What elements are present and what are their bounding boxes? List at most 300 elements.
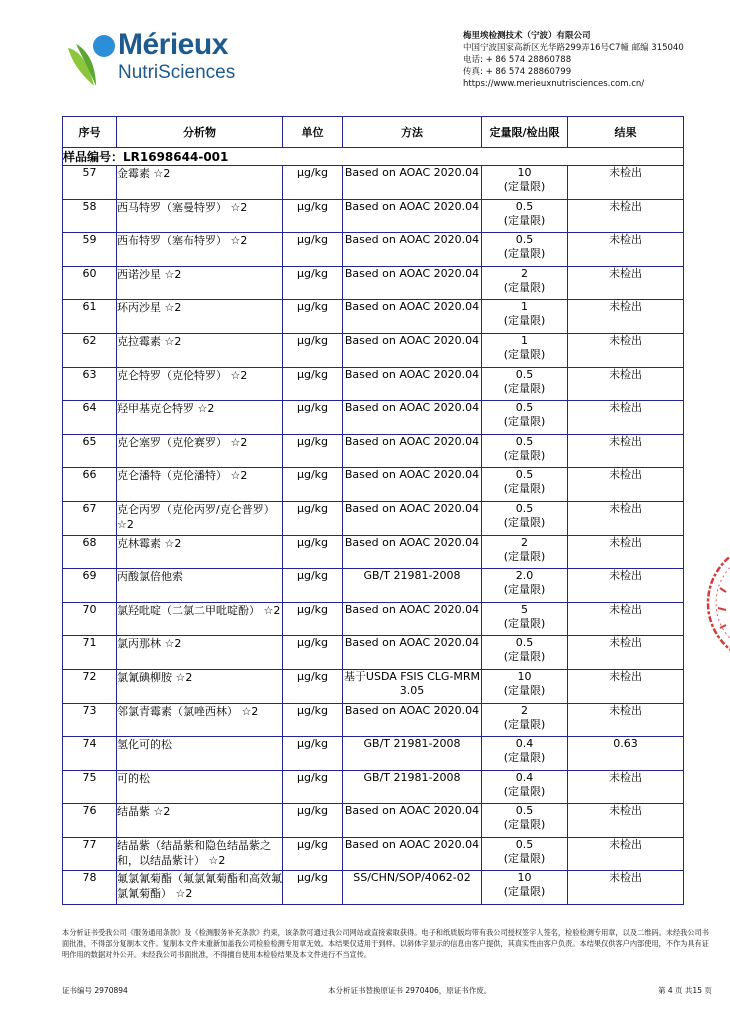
table-row [63,501,684,535]
row-method [343,401,482,435]
row-unit [283,434,343,468]
row-number-no: 75 [82,770,97,784]
row-limit-limit-type: (定量限) [503,549,546,563]
col-header-result: 结果 [568,117,684,148]
row-method-method: GB/T 21981-2008 [363,569,461,583]
row-method [343,837,482,871]
row-unit [283,837,343,871]
row-method [343,266,482,300]
row-unit [283,703,343,737]
row-unit [283,602,343,636]
row-analyte-analyte: 氯丙那林 ☆2 [117,637,182,651]
row-unit [283,300,343,334]
row-analyte-analyte: 克仑塞罗（克伦赛罗） ☆2 [117,435,248,449]
row-limit-limit-type: (定量限) [503,885,546,899]
row-number [63,233,117,267]
row-result-result: 未检出 [609,233,642,247]
table-row [63,166,684,200]
row-number [63,199,117,233]
row-analyte [117,501,283,535]
row-limit-limit: 0.5 [515,434,534,448]
row-analyte-analyte: 克仑特罗（克伦特罗） ☆2 [117,368,248,382]
row-result-result: 未检出 [609,602,642,616]
row-unit-unit: μg/kg [296,300,329,314]
row-analyte-analyte: 结晶紫（结晶紫和隐色结晶紫之和，以结晶紫计） ☆2 [117,838,271,867]
row-result-result: 未检出 [609,569,642,583]
sample-id: 样品编号：LR1698644-001 [63,148,684,166]
company-info [463,30,684,90]
row-result-result: 未检出 [609,669,642,683]
row-unit [283,569,343,603]
row-limit-limit: 0.5 [515,636,534,650]
table-row [63,300,684,334]
row-unit [283,333,343,367]
row-result [568,233,684,267]
row-limit [482,669,568,703]
row-limit-limit: 0.5 [515,367,534,381]
row-number-no: 69 [82,569,97,583]
official-seal-stamp [706,528,730,678]
row-limit [482,300,568,334]
row-analyte-analyte: 克林霉素 ☆2 [117,536,182,550]
row-limit-limit-type: (定量限) [503,347,546,361]
row-unit-unit: μg/kg [296,501,329,515]
row-method-method: Based on AOAC 2020.04 [344,837,480,851]
table-row [63,199,684,233]
row-number [63,333,117,367]
row-result [568,569,684,603]
row-number-no: 60 [82,266,97,280]
row-result [568,199,684,233]
row-result [568,300,684,334]
row-number [63,166,117,200]
row-analyte [117,837,283,871]
row-analyte-analyte: 丙酸氯倍他索 [117,570,183,584]
col-header-unit: 单位 [283,117,343,148]
row-number-no: 72 [82,669,97,683]
row-unit [283,233,343,267]
row-method [343,233,482,267]
row-number-no: 74 [82,737,97,751]
row-number [63,669,117,703]
row-unit [283,770,343,804]
row-limit-limit-type: (定量限) [503,818,546,832]
row-limit-limit-type: (定量限) [503,247,546,261]
row-limit-limit: 0.4 [515,770,534,784]
row-number [63,535,117,569]
results-table [62,116,684,905]
row-result-result: 未检出 [609,871,642,885]
row-limit-limit-type: (定量限) [503,650,546,664]
row-result-result: 未检出 [609,434,642,448]
row-unit [283,199,343,233]
row-method [343,569,482,603]
row-method-method: Based on AOAC 2020.04 [344,367,480,381]
row-method [343,300,482,334]
row-analyte-analyte: 西马特罗（塞曼特罗） ☆2 [117,200,248,214]
row-unit-unit: μg/kg [296,166,329,179]
row-number-no: 63 [82,367,97,381]
row-method-method: Based on AOAC 2020.04 [344,468,480,482]
row-analyte-analyte: 克拉霉素 ☆2 [117,334,182,348]
row-method-method: Based on AOAC 2020.04 [344,199,480,213]
row-limit-limit: 0.5 [515,837,534,851]
row-method-method: GB/T 21981-2008 [363,737,461,751]
row-method [343,535,482,569]
row-method-method: GB/T 21981-2008 [363,770,461,784]
row-number-no: 70 [82,602,97,616]
row-analyte [117,266,283,300]
row-method [343,367,482,401]
row-result [568,837,684,871]
row-number [63,501,117,535]
row-unit-unit: μg/kg [296,569,329,583]
row-number [63,266,117,300]
row-result-result: 未检出 [609,837,642,851]
logo-mark-icon [66,28,126,90]
row-unit-unit: μg/kg [296,199,329,213]
table-row [63,535,684,569]
row-limit-limit: 0.5 [515,233,534,247]
row-number [63,770,117,804]
row-limit [482,636,568,670]
row-method-method: Based on AOAC 2020.04 [344,501,480,515]
row-method-method: Based on AOAC 2020.04 [344,166,480,179]
row-number [63,569,117,603]
row-result-result: 未检出 [609,501,642,515]
row-limit [482,703,568,737]
company-address: 中国宁波国家高新区光华路299弄16号C7幢 邮编 315040 [463,43,684,53]
row-analyte [117,636,283,670]
row-result [568,535,684,569]
row-method-method: Based on AOAC 2020.04 [344,636,480,650]
row-method-method: Based on AOAC 2020.04 [344,233,480,247]
row-unit [283,401,343,435]
row-number-no: 71 [82,636,97,650]
row-analyte-analyte: 氯羟吡啶（二氯二甲吡啶酚） ☆2 [117,603,281,617]
row-unit [283,535,343,569]
row-limit [482,535,568,569]
row-analyte [117,804,283,838]
page-number: 第 4 页 共15 页 [658,986,712,995]
row-result-result: 未检出 [609,535,642,549]
row-unit [283,804,343,838]
row-number-no: 57 [82,166,97,179]
row-analyte-analyte: 氯氰碘柳胺 ☆2 [117,670,193,684]
col-header-analyte: 分析物 [117,117,283,148]
row-number [63,468,117,502]
row-unit [283,669,343,703]
row-method-method: Based on AOAC 2020.04 [344,434,480,448]
row-unit-unit: μg/kg [296,401,329,415]
row-result [568,333,684,367]
row-result [568,871,684,905]
row-number-no: 62 [82,333,97,347]
row-number-no: 59 [82,233,97,247]
row-limit [482,199,568,233]
row-unit-unit: μg/kg [296,333,329,347]
row-limit-limit: 0.5 [515,199,534,213]
row-method-method: Based on AOAC 2020.04 [344,804,480,818]
row-limit-limit: 10 [517,871,532,885]
row-limit [482,333,568,367]
row-number [63,636,117,670]
row-limit-limit-type: (定量限) [503,213,546,227]
row-number [63,837,117,871]
row-result [568,804,684,838]
table-row [63,669,684,703]
row-method-method: Based on AOAC 2020.04 [344,535,480,549]
row-analyte-analyte: 克仑潘特（克伦潘特） ☆2 [117,469,248,483]
row-analyte [117,602,283,636]
table-row [63,434,684,468]
row-number-no: 73 [82,703,97,717]
row-number-no: 76 [82,804,97,818]
certificate-number: 证书编号 2970894 [62,986,128,995]
row-limit-limit-type: (定量限) [503,784,546,798]
row-unit-unit: μg/kg [296,602,329,616]
row-limit-limit-type: (定量限) [503,280,546,294]
row-method [343,871,482,905]
row-limit-limit: 2 [521,266,528,280]
row-result [568,434,684,468]
table-header-row [63,117,684,148]
row-limit [482,266,568,300]
row-result-result: 未检出 [609,266,642,280]
table-row [63,703,684,737]
row-limit-limit: 10 [517,166,532,179]
row-number [63,367,117,401]
row-number [63,401,117,435]
row-method [343,501,482,535]
row-limit-limit-type: (定量限) [503,616,546,630]
row-analyte [117,367,283,401]
table-row [63,636,684,670]
row-method-method: SS/CHN/SOP/4062-02 [353,871,471,885]
row-result-result: 未检出 [609,367,642,381]
row-number [63,871,117,905]
row-method-method: Based on AOAC 2020.04 [344,401,480,415]
logo-text-nutrisciences: NutriSciences [118,62,236,83]
row-number [63,737,117,771]
logo-text-merieux: Mérieux [118,28,228,61]
row-limit [482,434,568,468]
row-result [568,501,684,535]
row-limit [482,401,568,435]
col-header-limit: 定量限/检出限 [482,117,568,148]
row-limit [482,468,568,502]
row-unit [283,468,343,502]
row-unit-unit: μg/kg [296,233,329,247]
row-limit [482,770,568,804]
row-unit-unit: μg/kg [296,770,329,784]
row-limit [482,233,568,267]
row-result [568,636,684,670]
row-unit-unit: μg/kg [296,837,329,851]
row-method [343,804,482,838]
row-limit-limit-type: (定量限) [503,683,546,697]
row-analyte [117,401,283,435]
row-result [568,703,684,737]
row-unit [283,266,343,300]
row-method-method: Based on AOAC 2020.04 [344,300,480,314]
row-analyte [117,737,283,771]
row-limit-limit-type: (定量限) [503,415,546,429]
row-unit-unit: μg/kg [296,703,329,717]
row-method-method: Based on AOAC 2020.04 [344,602,480,616]
row-analyte-analyte: 羟甲基克仑特罗 ☆2 [117,402,215,416]
row-result [568,367,684,401]
row-method-method: 基于USDA FSIS CLG-MRM 3.05 [343,669,481,697]
row-method [343,770,482,804]
table-row [63,266,684,300]
row-unit [283,871,343,905]
company-name: 梅里埃检测技术（宁波）有限公司 [463,31,591,41]
row-number [63,703,117,737]
row-method [343,166,482,200]
footer-disclaimer: 本分析证书受我公司《服务通用条款》及《检测服务补充条款》约束，该条款可通过我公司网站或直接索取获得。电子和纸质版均带有我公司授权签字人签名，检验检测专用章，以及二维码。未经我公司书面批准，不得部分复制本文件。复制本文件未重新加盖我公司检验检测专用章无效。本结果仅适用于到样。以斜体字显示的信息由客户提供，其真实性由客户负责。本结果仅供客户内部使用，不作为具有证明作用的数据对外公开。未经我公司书面批准，不得擅自使用本检验结果及本文件进行不当宣传。 [62,928,709,959]
company-phone: 电话: + 86 574 28860788 [463,55,572,65]
row-analyte [117,669,283,703]
row-result-result: 未检出 [609,468,642,482]
table-row [63,569,684,603]
row-method [343,636,482,670]
row-analyte [117,703,283,737]
row-unit-unit: μg/kg [296,669,329,683]
row-analyte-analyte: 氢化可的松 [117,738,172,752]
row-unit-unit: μg/kg [296,266,329,280]
row-result [568,166,684,200]
company-website: https://www.merieuxnutrisciences.com.cn/ [463,79,645,89]
row-number [63,602,117,636]
row-limit-limit-type: (定量限) [503,448,546,462]
row-limit-limit: 1 [521,300,528,314]
row-unit-unit: μg/kg [296,434,329,448]
table-row [63,233,684,267]
row-limit-limit: 2.0 [515,569,534,583]
row-analyte-analyte: 氟氯氰菊酯（氟氯氰菊酯和高效氟氯氰菊酯） ☆2 [117,872,282,901]
row-limit-limit: 0.5 [515,804,534,818]
row-method-method: Based on AOAC 2020.04 [344,703,480,717]
row-number-no: 66 [82,468,97,482]
row-number [63,300,117,334]
table-row [63,737,684,771]
row-limit [482,501,568,535]
row-analyte-analyte: 结晶紫 ☆2 [117,805,171,819]
replacement-note: 本分析证书替换原证书 2970406，原证书作废。 [328,986,492,995]
row-limit-limit: 2 [521,535,528,549]
row-limit-limit: 0.5 [515,501,534,515]
row-result [568,401,684,435]
row-unit [283,737,343,771]
row-analyte-analyte: 克仑丙罗（克伦丙罗/克仑普罗） ☆2 [117,502,275,531]
row-unit-unit: μg/kg [296,535,329,549]
row-result [568,602,684,636]
row-limit [482,569,568,603]
row-limit-limit: 2 [521,703,528,717]
row-method [343,434,482,468]
row-number [63,434,117,468]
row-number [63,804,117,838]
row-unit [283,636,343,670]
row-method [343,602,482,636]
row-result-result: 未检出 [609,199,642,213]
row-unit-unit: μg/kg [296,804,329,818]
row-result-result: 未检出 [609,333,642,347]
row-limit [482,166,568,200]
row-analyte-analyte: 西诺沙星 ☆2 [117,267,182,281]
row-method [343,333,482,367]
row-limit-limit-type: (定量限) [503,482,546,496]
row-number-no: 77 [82,837,97,851]
row-limit [482,837,568,871]
row-analyte [117,233,283,267]
col-header-no: 序号 [63,117,117,148]
row-analyte-analyte: 西布特罗（塞布特罗） ☆2 [117,234,248,248]
row-limit-limit-type: (定量限) [503,381,546,395]
row-result-result: 未检出 [609,770,642,784]
row-method-method: Based on AOAC 2020.04 [344,266,480,280]
row-limit-limit-type: (定量限) [503,851,546,865]
row-limit-limit: 0.5 [515,468,534,482]
row-analyte [117,434,283,468]
row-method [343,468,482,502]
row-method [343,737,482,771]
row-method-method: Based on AOAC 2020.04 [344,333,480,347]
row-unit-unit: μg/kg [296,636,329,650]
row-result-result: 未检出 [609,636,642,650]
row-limit-limit: 5 [521,602,528,616]
row-analyte [117,535,283,569]
table-row [63,871,684,905]
table-row [63,602,684,636]
row-analyte [117,468,283,502]
row-unit [283,367,343,401]
row-limit [482,804,568,838]
row-limit [482,367,568,401]
row-method [343,669,482,703]
row-analyte [117,199,283,233]
row-number-no: 68 [82,535,97,549]
row-result [568,770,684,804]
row-limit [482,602,568,636]
table-row [63,837,684,871]
row-number-no: 78 [82,871,97,885]
row-limit-limit-type: (定量限) [503,180,546,193]
row-analyte-analyte: 金霉素 ☆2 [117,167,171,180]
row-limit-limit-type: (定量限) [503,583,546,597]
row-analyte [117,333,283,367]
row-analyte [117,770,283,804]
row-analyte-analyte: 环丙沙星 ☆2 [117,301,182,315]
company-fax: 传真: + 86 574 28860799 [463,67,572,77]
row-number-no: 58 [82,199,97,213]
row-limit-limit: 10 [517,669,532,683]
row-result-result: 未检出 [609,804,642,818]
col-header-method: 方法 [343,117,482,148]
row-unit-unit: μg/kg [296,737,329,751]
row-result [568,468,684,502]
row-analyte [117,166,283,200]
row-limit [482,737,568,771]
table-row [63,804,684,838]
row-unit-unit: μg/kg [296,871,329,885]
row-limit-limit: 0.4 [515,737,534,751]
row-unit-unit: μg/kg [296,468,329,482]
row-number-no: 61 [82,300,97,314]
row-result-result: 未检出 [609,300,642,314]
row-result-result: 未检出 [609,401,642,415]
